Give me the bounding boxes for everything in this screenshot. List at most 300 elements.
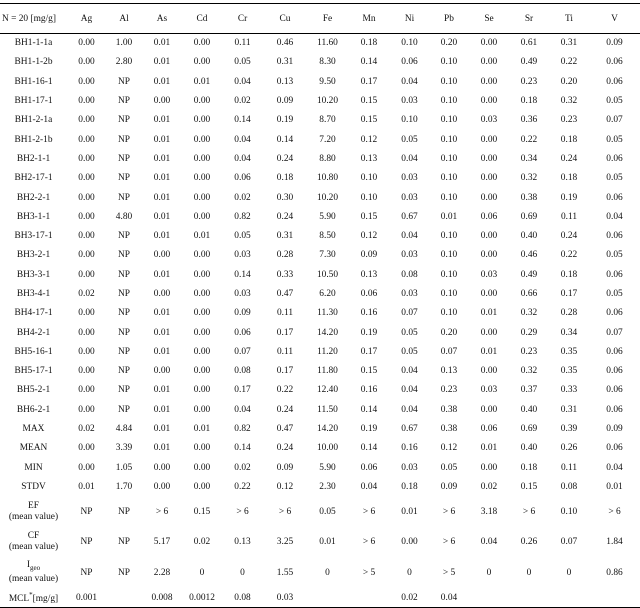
table-cell: 10.20 [316, 192, 339, 203]
table-cell: > 6 [522, 506, 536, 517]
igeo-sub-label: geo [30, 564, 41, 573]
table-cell: 0.32 [520, 173, 538, 184]
table-cell: 0.49 [520, 57, 538, 68]
table-cell: 0.23 [440, 385, 458, 396]
table-cell: 0.11 [276, 308, 294, 319]
table-cell: 0.07 [606, 327, 623, 338]
table-cell: 0.02 [78, 289, 95, 299]
table-cell: 0.00 [78, 385, 95, 396]
table-cell: 0.86 [606, 567, 623, 578]
table-cell: 11.80 [317, 366, 338, 377]
table-cell: 0.008 [142, 588, 182, 607]
table-cell: 0.02 [234, 192, 251, 203]
table-cell: 0.05 [319, 506, 336, 517]
sample-id: BH3-3-1 [16, 269, 51, 280]
table-cell: 0.06 [234, 173, 251, 184]
col-header: Se [469, 4, 509, 34]
sample-id: BH1-2-1a [14, 115, 53, 126]
table-cell: 0.67 [401, 424, 418, 435]
table-cell: 0.35 [560, 346, 578, 357]
sample-id: BH1-2-1b [14, 134, 53, 145]
table-cell: 0.00 [78, 192, 95, 203]
table-cell: 9.50 [319, 76, 336, 87]
table-cell: 0.04 [429, 588, 469, 607]
igeo-sub: (mean value) [8, 574, 59, 585]
sample-id: BH2-17-1 [14, 173, 53, 184]
stat-row [0, 439, 640, 458]
table-cell: 0.07 [440, 346, 458, 357]
table-cell: 0.00 [193, 289, 211, 299]
table-cell: 10.00 [316, 443, 339, 454]
table-cell: 0.10 [440, 308, 458, 319]
table-cell: 0.00 [193, 346, 211, 357]
table-cell: 0.33 [560, 385, 578, 396]
table-cell: 0.05 [401, 346, 418, 357]
table-cell: 0.00 [480, 231, 498, 242]
table-cell: 0 [240, 567, 245, 578]
table-cell: 0.09 [606, 38, 623, 49]
table-cell: 0.09 [234, 308, 251, 319]
table-cell: 0.00 [78, 308, 95, 319]
table-cell: > 6 [236, 506, 249, 517]
data-table [0, 3, 640, 608]
table-cell: 0.00 [193, 462, 211, 473]
table-cell: 0.26 [520, 537, 538, 548]
table-cell: 0.00 [78, 76, 95, 87]
table-cell: 0.00 [193, 404, 211, 415]
stat-row [0, 458, 640, 477]
table-cell: 0.24 [560, 153, 578, 164]
cf-sub: (mean value) [8, 542, 59, 553]
table-cell: 0.05 [606, 289, 623, 299]
table-cell: 0.01 [606, 481, 623, 492]
table-cell: 0.09 [360, 250, 378, 261]
header-row [0, 4, 640, 34]
table-cell: > 6 [442, 537, 456, 548]
table-cell: 0.22 [560, 250, 578, 261]
table-cell: 0.01 [153, 231, 171, 242]
table-cell: 0.10 [440, 250, 458, 261]
table-cell: 0.08 [560, 481, 578, 492]
table-cell: 0.02 [234, 96, 251, 107]
table-cell: 0.18 [560, 269, 578, 280]
table-cell: 0.19 [560, 192, 578, 203]
table-cell: 0.17 [276, 327, 294, 338]
table-cell: 11.60 [317, 38, 338, 49]
table-cell: 0.22 [560, 57, 578, 68]
table-cell: 0.04 [234, 404, 251, 415]
stat-label: MAX [22, 424, 45, 435]
table-cell: 0.01 [319, 537, 336, 548]
table-cell: 0.00 [480, 173, 498, 184]
table-cell: 0.35 [560, 366, 578, 377]
table-cell: 0.01 [153, 404, 171, 415]
table-cell: 0.17 [234, 385, 251, 396]
col-header: Ti [549, 4, 589, 34]
table-row [0, 72, 640, 91]
table-cell: 4.84 [115, 424, 133, 435]
table-cell: 0.05 [606, 134, 623, 145]
table-cell: 0.04 [401, 153, 418, 164]
table-cell: NP [118, 173, 130, 184]
table-cell: 0.39 [560, 424, 578, 435]
table-cell: 0.14 [360, 404, 378, 415]
table-cell: 1.55 [276, 567, 294, 578]
table-cell: 0.18 [560, 134, 578, 145]
col-header: Cu [263, 4, 307, 34]
table-cell [549, 588, 589, 607]
table-cell: 0.01 [440, 211, 458, 222]
table-cell: 0.00 [78, 327, 95, 338]
table-cell: 0.06 [234, 327, 251, 338]
table-cell: 0.05 [606, 96, 623, 107]
table-cell: 0.00 [153, 481, 171, 492]
table-cell: NP [118, 96, 130, 107]
table-cell: 0.00 [78, 115, 95, 126]
table-cell: 0.33 [276, 269, 294, 280]
row-label [0, 207, 67, 226]
table-cell: 0.11 [276, 346, 294, 357]
table-cell: 0.04 [480, 537, 498, 548]
table-cell: 7.20 [319, 134, 336, 145]
table-cell: 0.06 [606, 404, 623, 415]
table-cell: 2.30 [319, 481, 336, 492]
table-cell: 2.28 [153, 567, 171, 578]
table-cell: 0.03 [401, 462, 418, 473]
stat-row [0, 477, 640, 496]
table-cell: 0.13 [234, 537, 251, 548]
table-cell: 0.11 [560, 462, 578, 473]
table-cell: 0.01 [153, 134, 171, 145]
table-cell: 3.18 [480, 506, 498, 517]
table-cell: NP [118, 404, 130, 415]
table-cell: 0.03 [480, 385, 498, 396]
table-cell: 0.01 [153, 57, 171, 68]
table-cell: 0.09 [606, 424, 623, 435]
table-cell: 0.00 [480, 38, 498, 49]
table-cell: 1.84 [606, 537, 623, 548]
table-cell: 0.01 [153, 38, 171, 49]
table-cell: 0.69 [520, 211, 538, 222]
table-cell: 0.04 [360, 481, 378, 492]
table-cell: NP [80, 567, 93, 578]
table-cell: 0.06 [606, 76, 623, 87]
table-cell: NP [118, 308, 130, 319]
sample-id: BH1-17-1 [14, 96, 53, 107]
table-cell: 0.00 [78, 134, 95, 145]
row-label [0, 188, 67, 207]
col-header: Sr [509, 4, 549, 34]
table-cell: 0.01 [153, 192, 171, 203]
table-cell: 0.38 [440, 424, 458, 435]
table-row [0, 91, 640, 110]
table-cell: 0.24 [276, 404, 294, 415]
table-cell: 0.10 [440, 173, 458, 184]
table-cell: 0.30 [276, 192, 294, 203]
table-cell: 1.05 [115, 462, 133, 473]
igeo-label: I [26, 560, 30, 571]
table-cell: 0.14 [234, 115, 251, 126]
table-cell: 0.00 [193, 57, 211, 68]
table-cell: 0.01 [153, 173, 171, 184]
table-cell: 0.82 [234, 211, 251, 222]
table-cell [348, 588, 390, 607]
table-cell: 0.02 [480, 481, 498, 492]
sample-id: BH2-2-1 [16, 192, 51, 203]
table-cell: 0.05 [401, 134, 418, 145]
table-cell: 0.18 [276, 173, 294, 184]
table-cell: 0.32 [520, 308, 538, 319]
table-cell: 0 [199, 567, 205, 578]
table-cell: > 5 [442, 567, 456, 578]
table-cell: 0.40 [520, 231, 538, 242]
mcl-label: MCL [8, 594, 30, 605]
table-row [0, 226, 640, 245]
sample-id: BH3-4-1 [16, 289, 51, 299]
table-cell: 0.04 [606, 211, 623, 222]
table-row [0, 323, 640, 342]
table-cell: 0.00 [193, 443, 211, 454]
table-cell: 0.28 [276, 250, 294, 261]
table-cell: 0.14 [234, 269, 251, 280]
table-cell: 0.32 [520, 366, 538, 377]
table-cell: 0.00 [153, 289, 171, 299]
row-label [0, 169, 67, 188]
table-cell: 0.06 [480, 211, 498, 222]
row-label [0, 265, 67, 284]
table-cell: 1.70 [115, 481, 133, 492]
table-cell: 0.02 [193, 537, 211, 548]
table-cell: 0.00 [78, 462, 95, 473]
table-cell: 0.01 [153, 211, 171, 222]
table-cell: 0 [566, 567, 572, 578]
table-row [0, 149, 640, 168]
table-cell: 0.31 [560, 38, 578, 49]
table-cell: 0.00 [78, 38, 95, 49]
table-cell: 0.08 [401, 269, 418, 280]
table-cell: 0.17 [276, 366, 294, 377]
stat-row [0, 419, 640, 438]
table-cell: 0.08 [222, 588, 263, 607]
sample-id: BH1-1-2b [14, 57, 53, 68]
table-cell: 0 [486, 567, 492, 578]
table-cell: 0.22 [520, 134, 538, 145]
sample-id: BH1-1-1a [14, 38, 53, 49]
table-cell: 0.02 [234, 462, 251, 473]
table-cell: 0.06 [606, 231, 623, 242]
table-row [0, 342, 640, 361]
table-cell: 0.00 [78, 269, 95, 280]
row-label [0, 72, 67, 91]
mcl-sup: * [29, 590, 33, 599]
col-header: Al [106, 4, 142, 34]
row-label [0, 419, 67, 438]
table-cell: 0.15 [520, 481, 538, 492]
table-cell: 3.25 [276, 537, 294, 548]
table-cell: 0.04 [401, 404, 418, 415]
table-cell: 6.20 [319, 289, 336, 299]
table-cell: 0.00 [480, 192, 498, 203]
table-cell: 0.00 [193, 366, 211, 377]
table-cell: 0.00 [78, 250, 95, 261]
table-cell: 0.04 [234, 153, 251, 164]
table-cell: 12.40 [316, 385, 339, 396]
table-cell: 0.10 [440, 269, 458, 280]
table-cell: 0.18 [560, 173, 578, 184]
table-cell: 0.18 [520, 96, 538, 107]
table-cell: 11.20 [317, 346, 338, 357]
table-cell: 0.12 [360, 134, 378, 145]
table-row [0, 188, 640, 207]
table-cell: 0.12 [360, 231, 378, 242]
table-cell: NP [118, 327, 130, 338]
table-cell: 0.01 [153, 327, 171, 338]
table-cell: 0.22 [276, 385, 294, 396]
table-cell: 0.10 [440, 57, 458, 68]
table-cell: 0.23 [520, 346, 538, 357]
table-cell: 0.29 [520, 327, 538, 338]
table-cell: 0.12 [276, 481, 294, 492]
table-cell: 8.80 [319, 153, 336, 164]
row-label [0, 477, 67, 496]
table-cell: 0.00 [480, 289, 498, 299]
table-cell: 0.17 [360, 76, 378, 87]
table-cell: 0.06 [360, 462, 378, 473]
table-cell: 0.01 [193, 76, 211, 87]
table-cell: 0.06 [606, 57, 623, 68]
table-cell: 0.00 [153, 96, 171, 107]
table-cell: 0.07 [606, 115, 623, 126]
table-cell: 0.00 [193, 153, 211, 164]
table-cell: 0.06 [606, 346, 623, 357]
table-cell: NP [118, 76, 130, 87]
sample-id: BH5-17-1 [14, 366, 53, 377]
table-cell: 0.01 [153, 153, 171, 164]
table-cell: 0.00 [480, 327, 498, 338]
table-cell: 0.00 [78, 153, 95, 164]
table-cell: 0.01 [153, 76, 171, 87]
corner-label: N = 20 [mg/g] [0, 4, 67, 34]
table-cell: 0.02 [78, 424, 95, 435]
table-row [0, 111, 640, 130]
table-cell: 0.04 [234, 134, 251, 145]
table-cell: 0.01 [401, 506, 418, 517]
table-row [0, 381, 640, 400]
table-row [0, 207, 640, 226]
table-row [0, 362, 640, 381]
table-cell: 0.24 [276, 211, 294, 222]
table-cell: 0.03 [401, 250, 418, 261]
table-cell: 0.09 [440, 481, 458, 492]
row-label [0, 342, 67, 361]
col-header: V [589, 4, 640, 34]
sample-id: BH4-17-1 [14, 308, 53, 319]
table-cell: 0.06 [401, 57, 418, 68]
table-cell: 0.10 [440, 96, 458, 107]
row-label [0, 91, 67, 110]
table-cell: 10.80 [316, 173, 339, 184]
table-cell: 0.01 [480, 346, 498, 357]
col-header: Ni [390, 4, 429, 34]
table-cell: 0.12 [440, 443, 458, 454]
col-header: Cd [182, 4, 222, 34]
table-cell: 0.40 [520, 443, 538, 454]
table-cell: 0.06 [606, 308, 623, 319]
table-cell: 0.31 [276, 231, 294, 242]
table-cell [509, 588, 549, 607]
table-cell: 0.00 [78, 231, 95, 242]
table-cell: 2.80 [115, 57, 133, 68]
mcl-row [0, 588, 640, 607]
row-label [0, 34, 67, 53]
table-cell: 0.00 [78, 443, 95, 454]
row-label [0, 527, 67, 558]
row-label [0, 323, 67, 342]
mcl-unit: [mg/g] [32, 594, 59, 605]
stat-label: MIN [24, 462, 43, 473]
table-cell: 0.05 [606, 250, 623, 261]
table-cell: 0.15 [360, 96, 378, 107]
table-cell: > 5 [362, 567, 376, 578]
table-cell: 0.17 [360, 346, 378, 357]
col-header: Mn [348, 4, 390, 34]
table-cell: 0.00 [193, 308, 211, 319]
sample-id: BH4-2-1 [16, 327, 51, 338]
table-cell: 0.22 [234, 481, 251, 492]
table-cell: 0.07 [560, 537, 578, 548]
table-cell: 0.00 [193, 211, 211, 222]
table-cell: 0 [526, 567, 532, 578]
table-cell: 0.14 [360, 443, 378, 454]
table-cell: 0.04 [234, 76, 251, 87]
table-cell: 0.00 [480, 57, 498, 68]
table-cell: 0.18 [401, 481, 418, 492]
table-cell: 1.00 [115, 38, 133, 49]
sample-id: BH1-16-1 [14, 76, 53, 87]
table-cell: 0 [325, 567, 330, 578]
table-cell: 0.03 [401, 192, 418, 203]
table-cell: 0.06 [606, 385, 623, 396]
table-cell: 0.11 [560, 211, 578, 222]
table-cell: 0.07 [234, 346, 251, 357]
table-cell: 0.10 [440, 231, 458, 242]
table-cell: 0.00 [480, 76, 498, 87]
table-cell: 0.10 [360, 173, 378, 184]
table-cell: 0.34 [520, 153, 538, 164]
table-cell: 0.02 [390, 588, 429, 607]
row-label [0, 588, 67, 607]
table-cell: 0.49 [520, 269, 538, 280]
table-cell: NP [118, 231, 130, 242]
table-cell: 0.01 [193, 424, 211, 435]
table-cell: 0.18 [520, 462, 538, 473]
table-cell: 0.03 [401, 96, 418, 107]
col-header: As [142, 4, 182, 34]
table-cell: 0.26 [560, 443, 578, 454]
table-cell: 0.00 [480, 404, 498, 415]
table-cell: 0.00 [78, 173, 95, 184]
table-cell: 0.00 [193, 134, 211, 145]
table-cell: 0.47 [276, 424, 294, 435]
row-label [0, 284, 67, 303]
table-cell: 0.16 [360, 385, 378, 396]
table-cell: 0.20 [440, 38, 458, 49]
table-cell: 11.30 [317, 308, 338, 319]
table-cell: 0.36 [520, 115, 538, 126]
table-cell: 0.01 [153, 115, 171, 126]
table-cell: 0.18 [360, 38, 378, 49]
col-header: Ag [67, 4, 106, 34]
